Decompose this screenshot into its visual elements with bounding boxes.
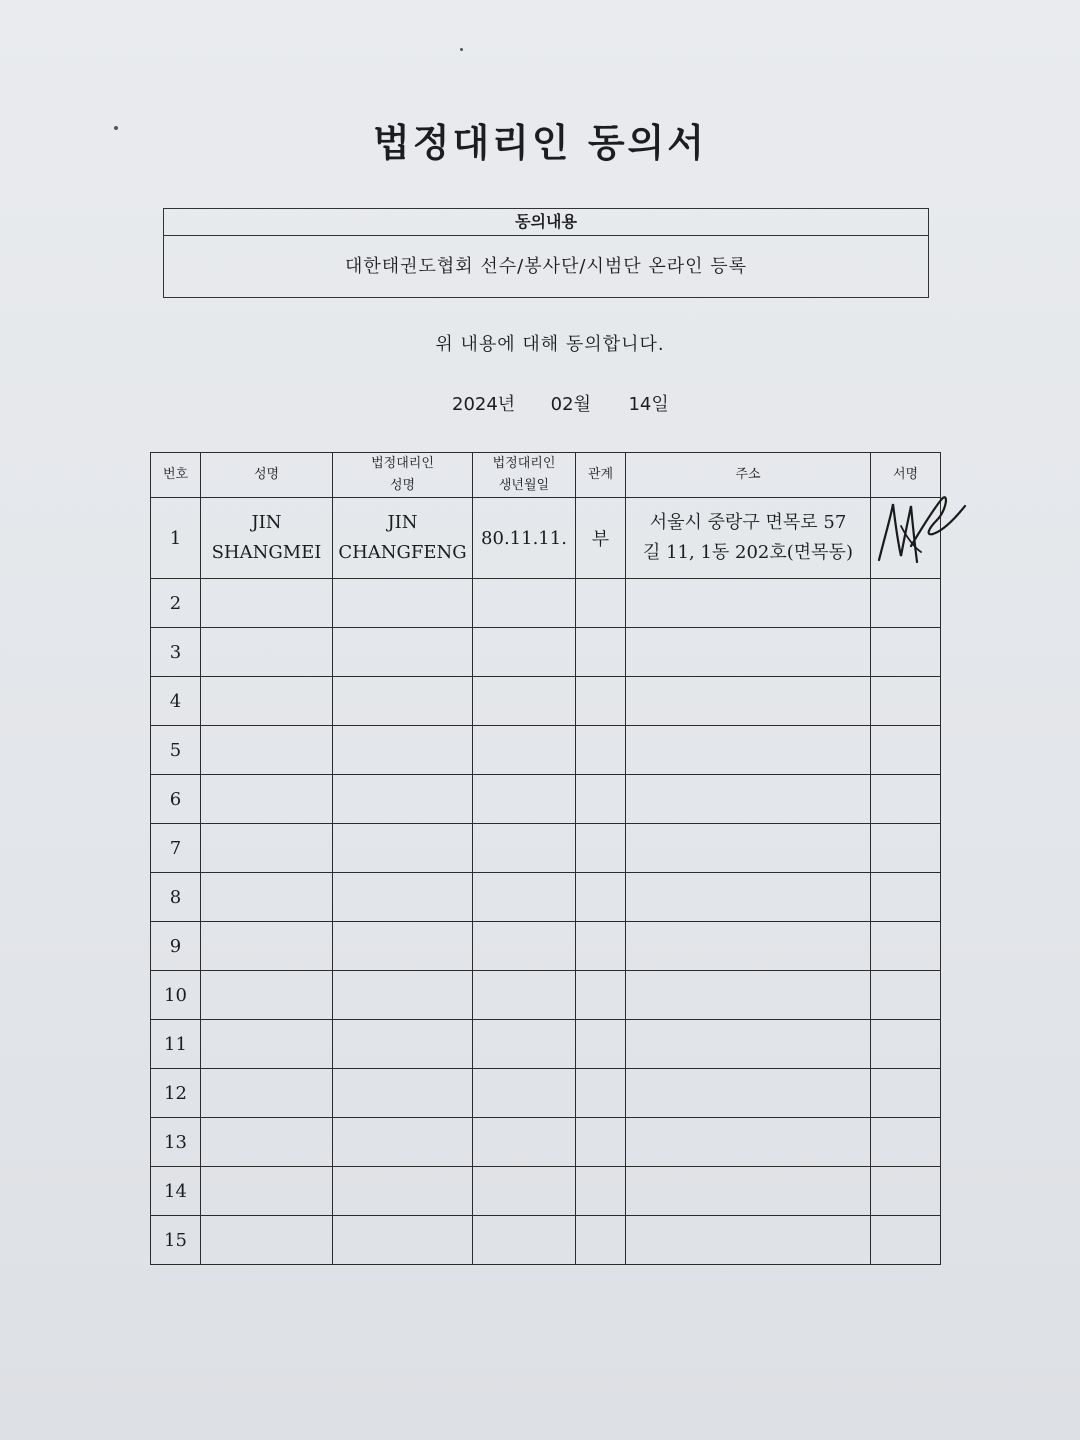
row-number: 3 [151, 628, 201, 677]
row-number: 1 [151, 498, 201, 579]
empty-cell [576, 677, 626, 726]
row-name-line2: SHANGMEI [211, 542, 322, 563]
empty-cell [201, 1216, 333, 1265]
row-guardian-birth: 80.11.11. [473, 498, 576, 579]
empty-cell [626, 1167, 871, 1216]
table-row [151, 579, 941, 628]
empty-cell [626, 824, 871, 873]
empty-cell [576, 1020, 626, 1069]
consent-box [163, 208, 929, 298]
header-address: 주소 [626, 453, 871, 498]
paper-speck [460, 48, 463, 51]
header-guardian-birth-line2: 생년월일 [498, 478, 550, 493]
empty-cell [333, 677, 473, 726]
empty-cell [626, 1118, 871, 1167]
row-number: 2 [151, 579, 201, 628]
row-number: 6 [151, 775, 201, 824]
empty-cell [576, 1216, 626, 1265]
empty-cell [201, 971, 333, 1020]
table-row [151, 775, 941, 824]
row-number: 11 [151, 1020, 201, 1069]
header-guardian-name [333, 453, 473, 498]
table-row [151, 1216, 941, 1265]
row-name [201, 498, 333, 579]
empty-cell [576, 628, 626, 677]
agreement-text: 위 내용에 대해 동의합니다. [435, 334, 665, 355]
row-guardian-name-line1: JIN [387, 512, 418, 533]
empty-cell [473, 726, 576, 775]
empty-cell [473, 1118, 576, 1167]
empty-cell [201, 873, 333, 922]
table-row [151, 726, 941, 775]
row-number: 15 [151, 1216, 201, 1265]
empty-cell [871, 775, 941, 824]
empty-cell [576, 1069, 626, 1118]
table-row [151, 498, 941, 579]
row-number: 5 [151, 726, 201, 775]
row-guardian-name [333, 498, 473, 579]
empty-cell [201, 1069, 333, 1118]
empty-cell [626, 873, 871, 922]
row-number: 4 [151, 677, 201, 726]
empty-cell [871, 628, 941, 677]
table-row [151, 873, 941, 922]
empty-cell [333, 1216, 473, 1265]
header-signature: 서명 [871, 453, 941, 498]
empty-cell [576, 1167, 626, 1216]
empty-cell [473, 628, 576, 677]
empty-cell [626, 922, 871, 971]
empty-cell [576, 579, 626, 628]
empty-cell [871, 726, 941, 775]
empty-cell [333, 824, 473, 873]
empty-cell [871, 922, 941, 971]
empty-cell [473, 873, 576, 922]
empty-cell [473, 824, 576, 873]
empty-cell [473, 1069, 576, 1118]
header-name: 성명 [201, 453, 333, 498]
empty-cell [473, 971, 576, 1020]
consent-content: 대한태권도협회 선수/봉사단/시범단 온라인 등록 [344, 256, 748, 277]
empty-cell [201, 579, 333, 628]
empty-cell [473, 922, 576, 971]
empty-cell [333, 628, 473, 677]
table-row [151, 1167, 941, 1216]
empty-cell [333, 1167, 473, 1216]
empty-cell [576, 922, 626, 971]
empty-cell [626, 579, 871, 628]
empty-cell [333, 579, 473, 628]
table-row [151, 677, 941, 726]
empty-cell [473, 775, 576, 824]
empty-cell [576, 824, 626, 873]
row-number: 13 [151, 1118, 201, 1167]
empty-cell [871, 1069, 941, 1118]
date-year: 2024년 [452, 394, 516, 415]
row-number: 9 [151, 922, 201, 971]
empty-cell [333, 922, 473, 971]
empty-cell [473, 677, 576, 726]
row-signature [871, 498, 941, 579]
empty-cell [626, 775, 871, 824]
empty-cell [333, 726, 473, 775]
empty-cell [871, 1216, 941, 1265]
empty-cell [473, 579, 576, 628]
row-number: 12 [151, 1069, 201, 1118]
row-address [626, 498, 871, 579]
empty-cell [626, 971, 871, 1020]
empty-cell [576, 971, 626, 1020]
empty-cell [576, 726, 626, 775]
empty-cell [626, 1216, 871, 1265]
header-guardian-name-line2: 성명 [389, 478, 416, 493]
empty-cell [333, 775, 473, 824]
empty-cell [333, 1020, 473, 1069]
document-title: 법정대리인 동의서 [373, 121, 707, 165]
row-address-line1: 서울시 중랑구 면목로 57 [649, 512, 847, 533]
empty-cell [626, 677, 871, 726]
table-row [151, 628, 941, 677]
empty-cell [201, 726, 333, 775]
empty-cell [576, 873, 626, 922]
empty-cell [201, 775, 333, 824]
row-name-line1: JIN [251, 512, 282, 533]
empty-cell [333, 971, 473, 1020]
row-guardian-name-line2: CHANGFENG [338, 542, 467, 563]
row-address-line2: 길 11, 1동 202호(면목동) [643, 542, 853, 563]
empty-cell [871, 873, 941, 922]
empty-cell [871, 824, 941, 873]
empty-cell [473, 1020, 576, 1069]
empty-cell [333, 873, 473, 922]
empty-cell [473, 1216, 576, 1265]
table-row [151, 971, 941, 1020]
empty-cell [871, 1118, 941, 1167]
empty-cell [201, 922, 333, 971]
empty-cell [626, 726, 871, 775]
guardian-roster-table [150, 452, 941, 1265]
header-number: 번호 [151, 453, 201, 498]
empty-cell [626, 1020, 871, 1069]
table-row [151, 922, 941, 971]
header-guardian-birth [473, 453, 576, 498]
date-month: 02월 [550, 394, 591, 415]
empty-cell [626, 1069, 871, 1118]
table-row [151, 1118, 941, 1167]
row-number: 8 [151, 873, 201, 922]
empty-cell [201, 628, 333, 677]
empty-cell [333, 1069, 473, 1118]
empty-cell [333, 1118, 473, 1167]
empty-cell [576, 1118, 626, 1167]
empty-cell [871, 677, 941, 726]
table-row [151, 1020, 941, 1069]
empty-cell [201, 677, 333, 726]
empty-cell [201, 1020, 333, 1069]
table-row [151, 824, 941, 873]
date-day: 14일 [628, 394, 669, 415]
row-number: 10 [151, 971, 201, 1020]
header-guardian-birth-line1: 법정대리인 [492, 456, 556, 471]
table-row [151, 1069, 941, 1118]
empty-cell [871, 971, 941, 1020]
consent-heading: 동의내용 [164, 209, 928, 236]
header-relation: 관계 [576, 453, 626, 498]
empty-cell [626, 628, 871, 677]
row-relation: 부 [576, 498, 626, 579]
table-header-row [151, 453, 941, 498]
row-number: 14 [151, 1167, 201, 1216]
empty-cell [871, 1020, 941, 1069]
empty-cell [201, 1118, 333, 1167]
handwritten-signature-icon [871, 476, 971, 586]
empty-cell [473, 1167, 576, 1216]
header-guardian-name-line1: 법정대리인 [371, 456, 434, 471]
row-number: 7 [151, 824, 201, 873]
empty-cell [871, 1167, 941, 1216]
empty-cell [576, 775, 626, 824]
empty-cell [201, 1167, 333, 1216]
document-date [452, 390, 669, 416]
empty-cell [201, 824, 333, 873]
